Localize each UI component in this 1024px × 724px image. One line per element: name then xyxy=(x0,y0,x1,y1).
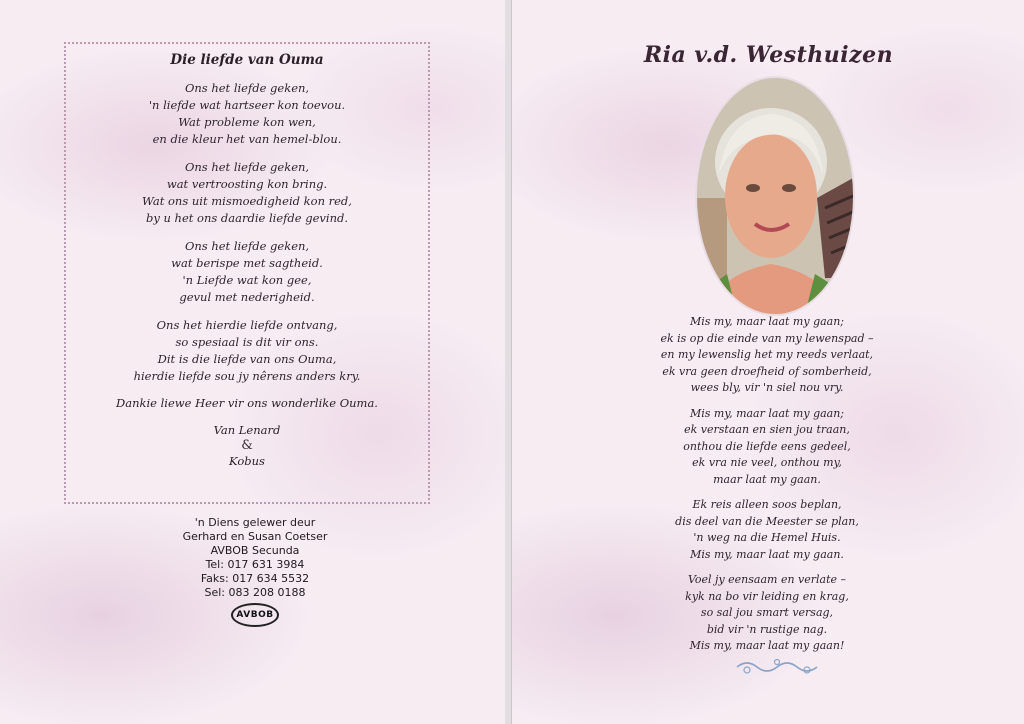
stanza xyxy=(66,317,428,385)
poem-line: ek verstaan en sien jou traan, xyxy=(684,423,850,436)
poem-line: by u het ons daardie liefde gevind. xyxy=(145,211,349,225)
ampersand-icon: & xyxy=(241,438,253,453)
poem-line: Voel jy eensaam en verlate – xyxy=(687,573,847,586)
poem-line: Mis my, maar laat my gaan! xyxy=(689,639,845,652)
poem-line: Ons het liefde geken, xyxy=(184,160,310,174)
poem-line: gevul met nederigheid. xyxy=(179,290,315,304)
poem-line: wees bly, vir 'n siel nou vry. xyxy=(690,381,844,394)
avbob-logo: AVBOB xyxy=(231,603,279,627)
poem-line: Ons het liefde geken, xyxy=(184,81,310,95)
poem-line: onthou die liefde eens gedeel, xyxy=(683,439,851,453)
poem-line: Wat probleme kon wen, xyxy=(178,115,316,129)
stanza xyxy=(617,406,917,489)
left-page xyxy=(0,0,506,724)
poem-line: ek vra geen droefheid of somberheid, xyxy=(662,364,872,378)
stanza xyxy=(66,80,428,148)
stanza xyxy=(66,159,428,227)
stanza xyxy=(617,572,917,655)
poem-line: ek is op die einde van my lewenspad – xyxy=(660,331,874,345)
stanza xyxy=(617,314,917,397)
poem-frame xyxy=(64,42,430,504)
service-branch: AVBOB Secunda xyxy=(210,544,300,557)
service-cell: Sel: 083 208 0188 xyxy=(204,586,306,599)
service-providers: Gerhard en Susan Coetser xyxy=(182,530,328,543)
portrait-photo xyxy=(695,76,855,316)
stanza xyxy=(617,497,917,563)
poem-line: Dit is die liefde van ons Ouma, xyxy=(157,352,337,366)
poem-line: so sal jou smart versag, xyxy=(700,606,834,619)
poem-line: en die kleur het van hemel-blou. xyxy=(152,132,342,146)
poem-title: Die liefde van Ouma xyxy=(170,52,324,68)
funeral-service-info xyxy=(140,516,370,627)
farewell-poem xyxy=(617,314,917,664)
service-fax: Faks: 017 634 5532 xyxy=(200,572,310,585)
poem-line: Ons het liefde geken, xyxy=(184,239,310,253)
signature-kobus: Kobus xyxy=(229,454,265,468)
service-line: 'n Diens gelewer deur xyxy=(194,516,316,529)
poem-line: wat vertroosting kon bring. xyxy=(166,177,328,191)
service-tel: Tel: 017 631 3984 xyxy=(205,558,305,571)
right-page xyxy=(511,0,1024,724)
portrait-photo-icon xyxy=(697,78,853,314)
poem-line: Wat ons uit mismoedigheid kon red, xyxy=(142,194,352,208)
flourish-ornament-icon xyxy=(733,656,821,678)
signature-van-lenard: Van Lenard xyxy=(213,423,281,437)
poem-line: Mis my, maar laat my gaan; xyxy=(689,406,845,420)
deceased-name: Ria v.d. Westhuizen xyxy=(643,42,894,68)
poem-line: ek vra nie veel, onthou my, xyxy=(692,456,842,469)
poem-line: 'n liefde wat hartseer kon toevou. xyxy=(148,98,346,112)
poem-line: Ons het hierdie liefde ontvang, xyxy=(156,318,338,332)
poem-line: Mis my, maar laat my gaan. xyxy=(690,547,844,561)
stanza xyxy=(66,238,428,306)
poem-line: 'n Liefde wat kon gee, xyxy=(182,273,312,287)
poem-line: bid vir 'n rustige nag. xyxy=(706,622,828,636)
thanks-line: Dankie liewe Heer vir ons wonderlike Ouma. xyxy=(116,396,378,410)
poem-line: Mis my, maar laat my gaan; xyxy=(689,315,845,328)
poem-line: maar laat my gaan. xyxy=(713,472,821,486)
poem-line: hierdie liefde sou jy nêrens anders kry. xyxy=(133,369,361,383)
poem-line: wat berispe met sagtheid. xyxy=(171,256,323,270)
poem-line: en my lewenslig het my reeds verlaat, xyxy=(660,348,874,361)
poem-line: Ek reis alleen soos beplan, xyxy=(692,498,842,511)
poem-line: so spesiaal is dit vir ons. xyxy=(175,335,319,349)
poem-line: 'n weg na die Hemel Huis. xyxy=(693,531,841,544)
poem-line: dis deel van die Meester se plan, xyxy=(675,514,859,528)
poem-line: kyk na bo vir leiding en krag, xyxy=(685,589,849,603)
